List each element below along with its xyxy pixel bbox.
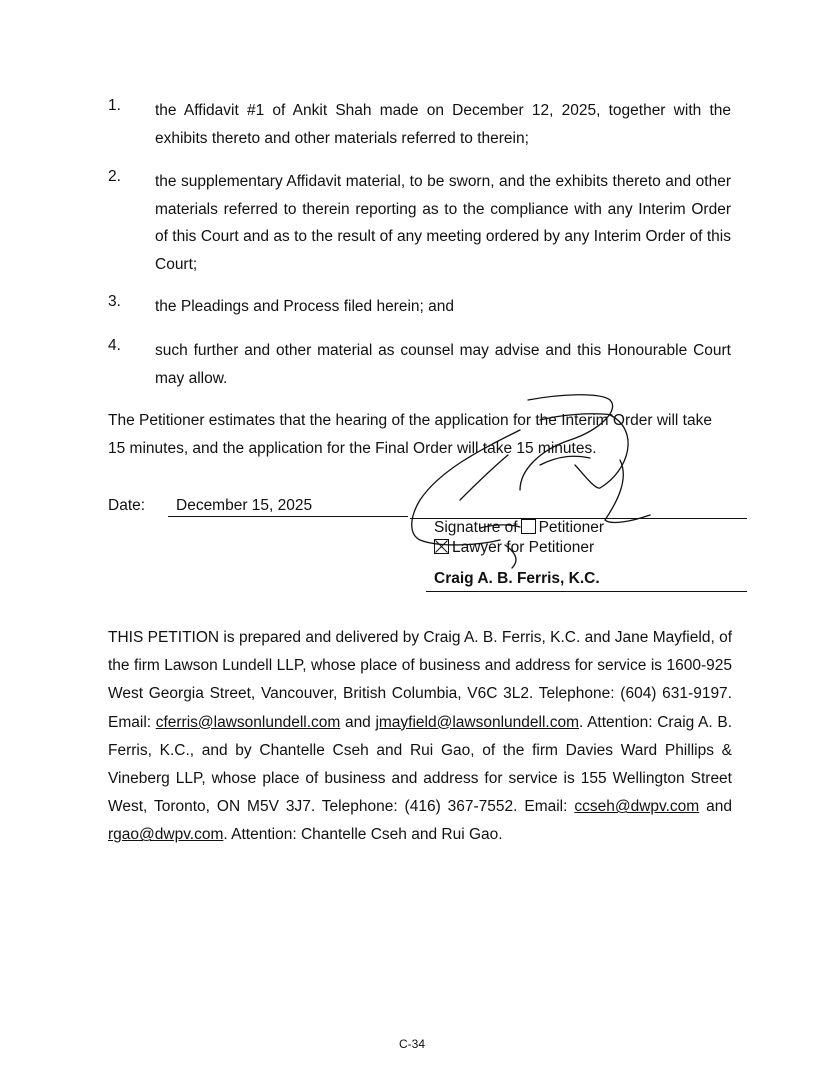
- email-link-cferris[interactable]: cferris@lawsonlundell.com: [155, 713, 341, 731]
- petitioner-checkbox: [521, 519, 536, 534]
- prepared-and-1: and: [340, 713, 376, 731]
- email-link-ccseh[interactable]: ccseh@dwpv.com: [574, 798, 700, 816]
- date-label: Date:: [108, 497, 146, 514]
- list-text: the Pleadings and Process filed herein; and: [155, 298, 455, 315]
- signature-of-label: Signature of: [434, 519, 518, 536]
- prepared-and-2: and: [699, 798, 732, 816]
- list-text: the Affidavit #1 of Ankit Shah made on December 12, 2025, together with the exhibits thereto and other materials referred to therein;: [155, 102, 731, 147]
- date-value: December 15, 2025: [176, 497, 313, 514]
- lawyer-row: [434, 538, 604, 558]
- petitioner-label: Petitioner: [538, 519, 605, 536]
- list-number: 3.: [108, 293, 121, 310]
- list-text: such further and other material as counsel may advise and this Honourable Court may allow.: [155, 342, 731, 387]
- estimate-paragraph: [108, 407, 732, 463]
- prepared-text-3: . Attention: Chantelle Cseh and Rui Gao.: [223, 826, 503, 844]
- email-link-rgao[interactable]: rgao@dwpv.com: [108, 826, 224, 844]
- lawyer-name: Craig A. B. Ferris, K.C.: [434, 570, 600, 587]
- lawyer-checkbox: [434, 539, 449, 554]
- list-number: 2.: [108, 168, 121, 185]
- prepared-text-2: . Attention: Craig A. B. Ferris, K.C., and by Chantelle Cseh and Rui Gao, of the firm Davies Ward Phillips & Vineberg LLP, whose place of business and address for service is 155 Wellington Street West, Toronto, ON M5V 3J7. Telephone: (416) 367-7552. Email:: [108, 713, 732, 816]
- list-text: the supplementary Affidavit material, to be sworn, and the exhibits thereto and other materials referred to therein reporting as to the compliance with any Interim Order of this Court and as to the result of any meeting ordered by any Interim Order of this Court;: [155, 173, 731, 273]
- list-number: 4.: [108, 337, 121, 354]
- prepared-text-1: THIS PETITION is prepared and delivered by Craig A. B. Ferris, K.C. and Jane Mayfield, of the firm Lawson Lundell LLP, whose place of business and address for service is 1600-925 West Georgia Street, Vancouver, British Columbia, V6C 3L2. Telephone: (604) 631-9197. Email:: [108, 629, 732, 731]
- lawyer-label: Lawyer for Petitioner: [452, 539, 595, 556]
- signature-of-row: [434, 518, 604, 538]
- date-underline: [168, 516, 408, 517]
- name-underline: [426, 591, 747, 592]
- email-link-jmayfield[interactable]: jmayfield@lawsonlundell.com: [375, 713, 579, 731]
- list-number: 1.: [108, 97, 121, 114]
- page-number: C-34: [398, 1037, 425, 1051]
- estimate-line-1: The Petitioner estimates that the hearing of the application for the Interim Order will take: [108, 412, 712, 429]
- signature-block: [434, 518, 604, 558]
- estimate-line-2: 15 minutes, and the application for the Final Order will take 15 minutes.: [108, 440, 597, 457]
- prepared-paragraph: [108, 624, 732, 850]
